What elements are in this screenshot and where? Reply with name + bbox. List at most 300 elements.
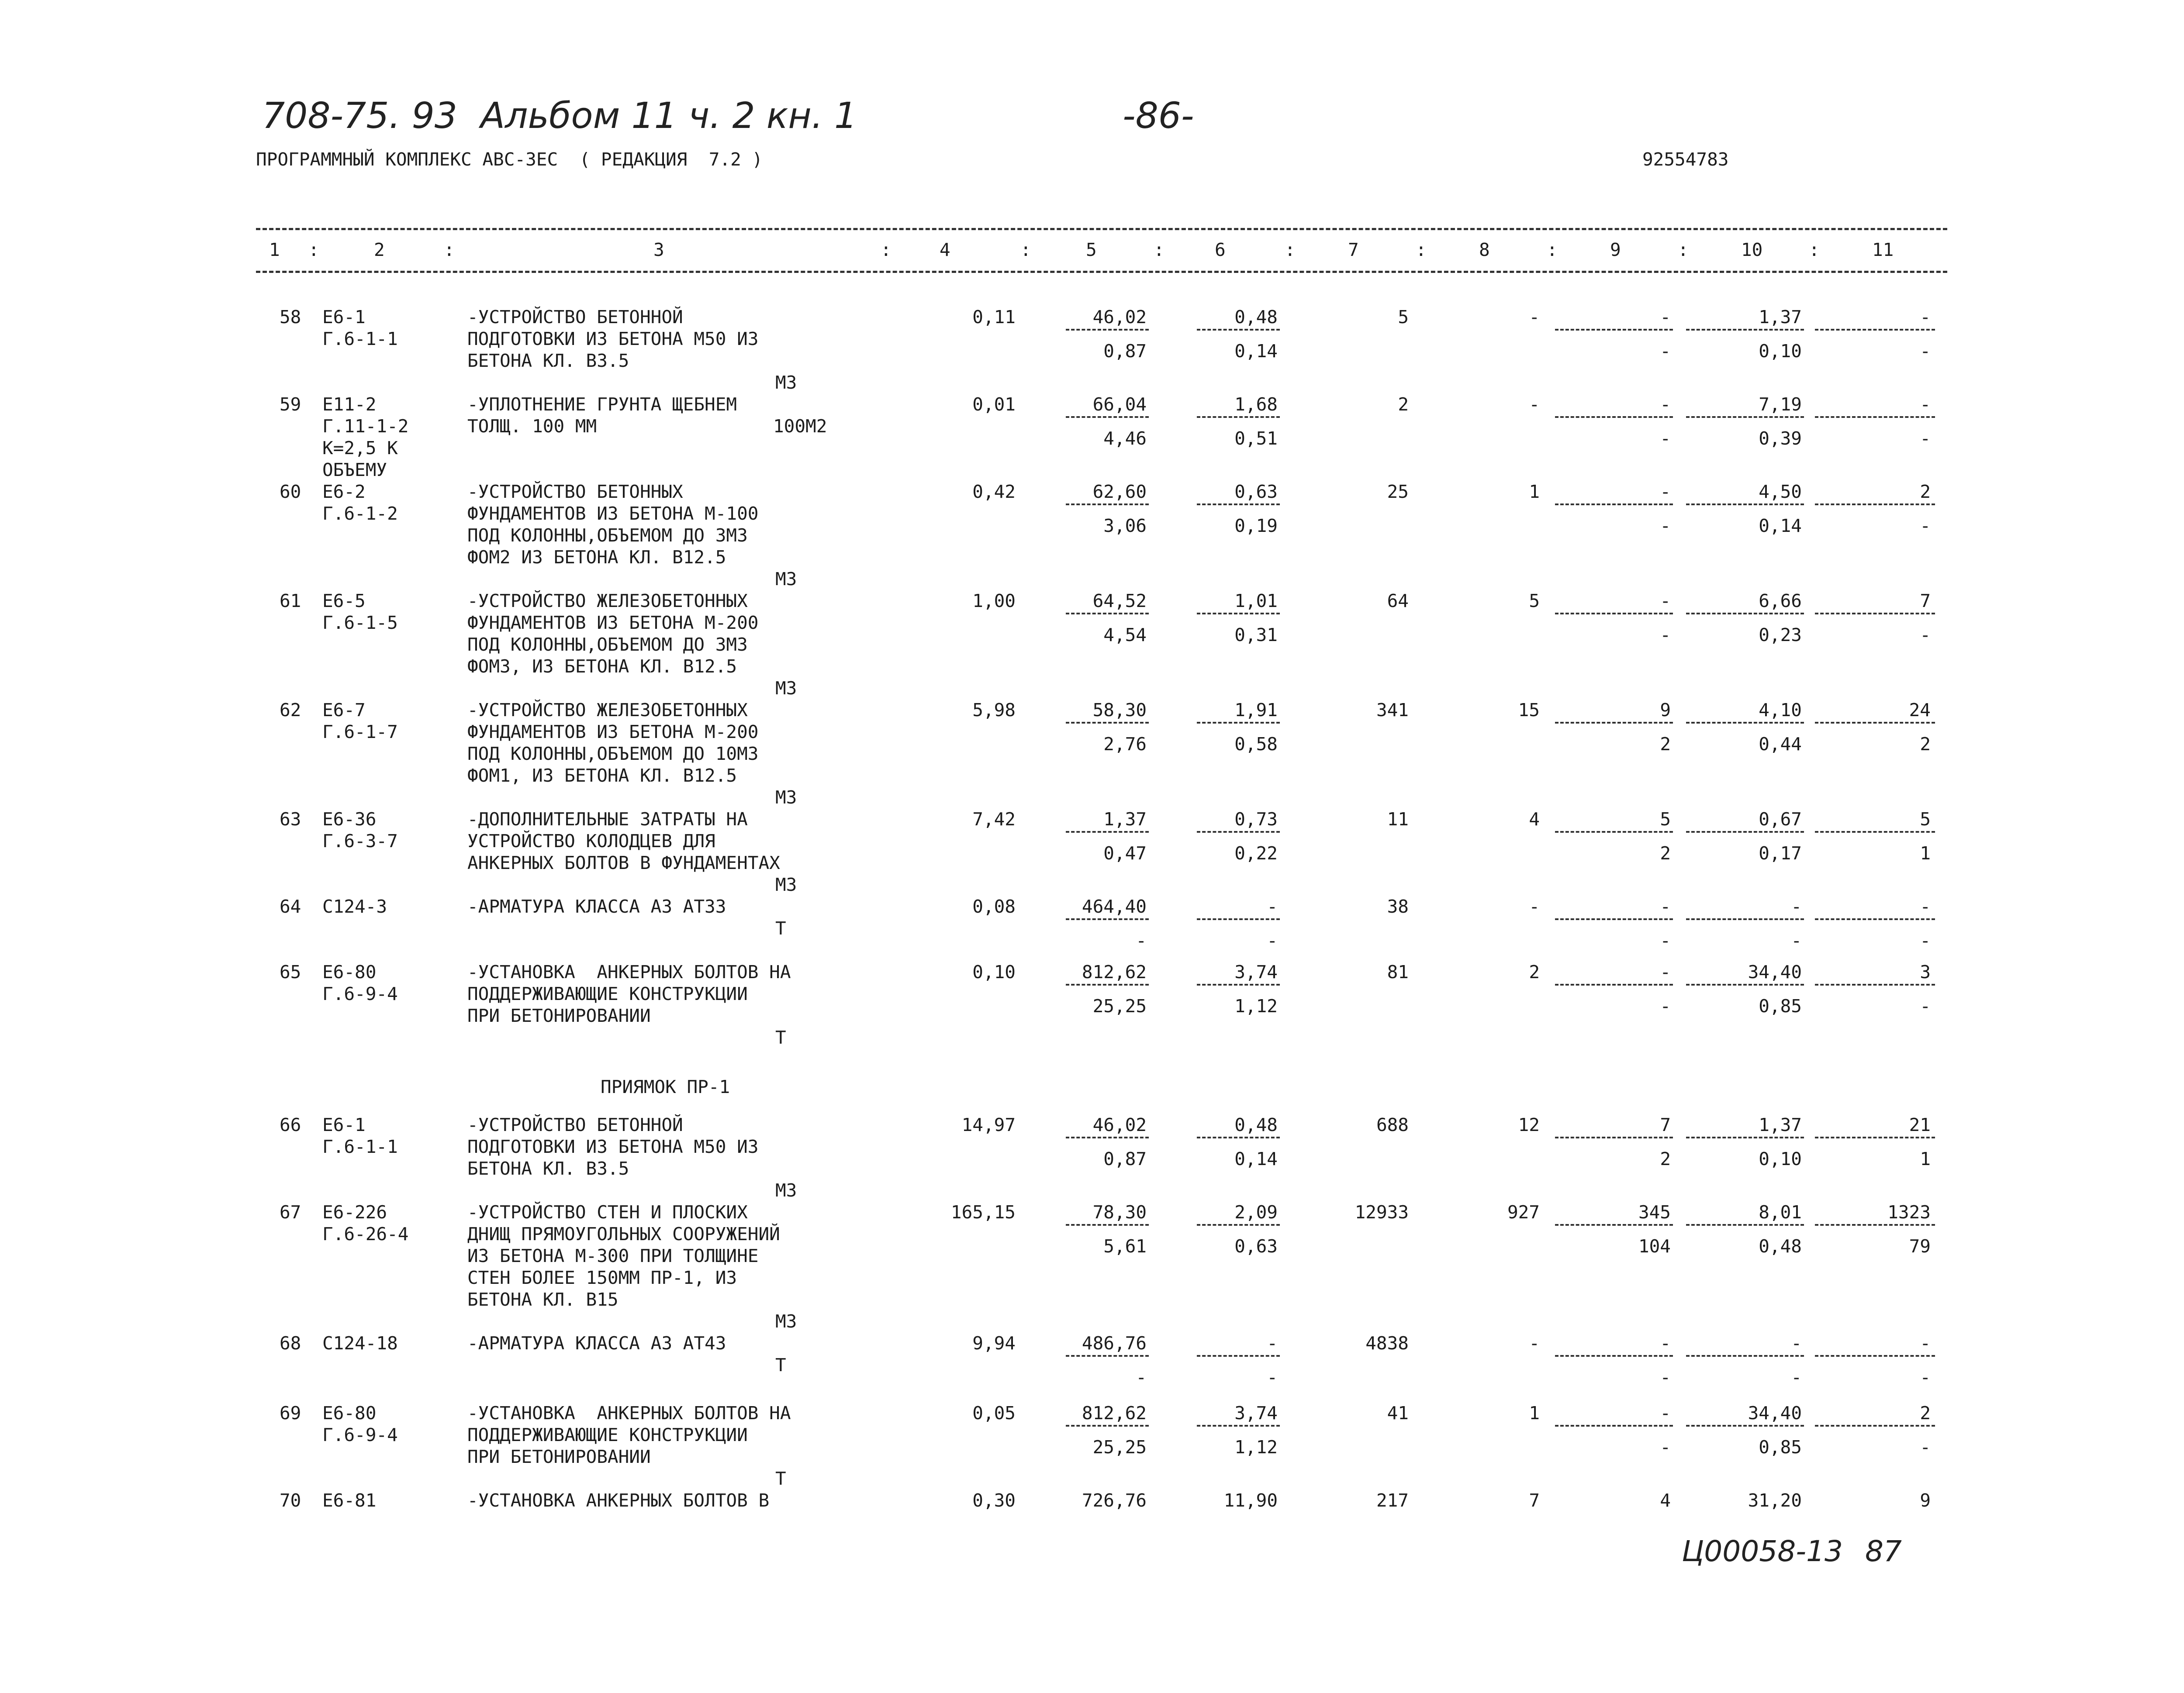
cell-divider bbox=[1555, 984, 1673, 986]
col-sep: : bbox=[1678, 239, 1689, 260]
col-sep: : bbox=[1547, 239, 1558, 260]
cell-c6: 1,91 bbox=[1234, 700, 1278, 721]
cell-divider bbox=[1555, 503, 1673, 505]
cell-c6b: 0,22 bbox=[1234, 842, 1278, 864]
row-number: 66 bbox=[280, 1114, 301, 1135]
cell-c7: 12933 bbox=[1355, 1202, 1409, 1223]
cell-c5b: 25,25 bbox=[1092, 995, 1147, 1017]
cell-c9: - bbox=[1660, 590, 1671, 611]
cell-c8: - bbox=[1529, 1333, 1540, 1354]
table-row bbox=[0, 895, 2184, 951]
cell-c5: 64,52 bbox=[1092, 590, 1147, 611]
row-code: Г.6-9-4 bbox=[322, 983, 398, 1004]
cell-divider bbox=[1066, 1224, 1149, 1226]
table-row bbox=[0, 590, 2184, 699]
cell-divider bbox=[1197, 984, 1280, 986]
col-header-1: 1 bbox=[269, 239, 280, 260]
row-number: 64 bbox=[280, 896, 301, 917]
cell-divider bbox=[1815, 1224, 1935, 1226]
row-number: 68 bbox=[280, 1333, 301, 1354]
cell-qty: 14,97 bbox=[961, 1114, 1016, 1135]
cell-c11: 2 bbox=[1920, 481, 1931, 502]
cell-divider bbox=[1197, 831, 1280, 833]
cell-c11: 2 bbox=[1920, 1403, 1931, 1424]
cell-divider bbox=[1815, 1137, 1935, 1138]
cell-c5: 812,62 bbox=[1082, 1403, 1147, 1424]
cell-c6b: 0,58 bbox=[1234, 733, 1278, 755]
cell-c5: 1,37 bbox=[1103, 809, 1147, 830]
cell-c8: - bbox=[1529, 394, 1540, 415]
table-row bbox=[0, 480, 2184, 590]
table-row bbox=[0, 961, 2184, 1048]
row-code: Е6-7 bbox=[322, 700, 366, 721]
cell-c6: 0,48 bbox=[1234, 307, 1278, 328]
cell-c6: 1,68 bbox=[1234, 394, 1278, 415]
col-header-5: 5 bbox=[1086, 239, 1097, 260]
cell-c8: 7 bbox=[1529, 1490, 1540, 1511]
cell-qty: 9,94 bbox=[972, 1333, 1016, 1354]
row-code: Г.6-1-7 bbox=[322, 721, 398, 742]
row-code: С124-3 bbox=[322, 896, 387, 917]
handwritten-sheet-code: Ц00058-13 bbox=[1682, 1534, 1843, 1568]
row-unit: М3 bbox=[775, 874, 797, 895]
cell-c6: - bbox=[1267, 1333, 1278, 1354]
program-title: ПРОГРАММНЫЙ КОМПЛЕКС АВС-3ЕС ( РЕДАКЦИЯ 7.2 ) bbox=[256, 149, 763, 170]
cell-c10b: 0,10 bbox=[1759, 1148, 1802, 1169]
cell-c9: 9 bbox=[1660, 700, 1671, 721]
cell-c5b: 2,76 bbox=[1103, 733, 1147, 755]
cell-divider bbox=[1066, 416, 1149, 418]
cell-divider bbox=[1555, 1425, 1673, 1427]
cell-c9b: - bbox=[1660, 428, 1671, 449]
cell-divider bbox=[1686, 984, 1804, 986]
cell-c10: - bbox=[1791, 1333, 1802, 1354]
row-description: ПОД КОЛОННЫ,ОБЪЕМОМ ДО 10М3 bbox=[467, 743, 759, 764]
row-description: ФОМ1, ИЗ БЕТОНА КЛ. В12.5 bbox=[467, 765, 737, 786]
cell-c6b: 0,63 bbox=[1234, 1235, 1278, 1257]
cell-qty: 0,42 bbox=[972, 481, 1016, 502]
cell-c6b: 1,12 bbox=[1234, 1436, 1278, 1458]
cell-divider bbox=[1686, 1425, 1804, 1427]
cell-divider bbox=[1815, 984, 1935, 986]
table-row bbox=[0, 808, 2184, 895]
row-unit: Т bbox=[775, 918, 786, 939]
cell-divider bbox=[1197, 722, 1280, 724]
row-description: ФОМ2 ИЗ БЕТОНА КЛ. В12.5 bbox=[467, 547, 726, 568]
cell-divider bbox=[1197, 1224, 1280, 1226]
col-sep: : bbox=[1809, 239, 1820, 260]
section-title: ПРИЯМОК ПР-1 bbox=[601, 1076, 730, 1097]
cell-divider bbox=[1686, 1137, 1804, 1138]
cell-c10: 34,40 bbox=[1748, 962, 1802, 983]
cell-divider bbox=[1066, 1137, 1149, 1138]
row-description: ПОД КОЛОННЫ,ОБЪЕМОМ ДО 3М3 bbox=[467, 634, 748, 655]
cell-c5b: 4,46 bbox=[1103, 428, 1147, 449]
cell-c11: - bbox=[1920, 307, 1931, 328]
cell-c10: 34,40 bbox=[1748, 1403, 1802, 1424]
table-row bbox=[0, 393, 2184, 480]
row-description: -УСТРОЙСТВО ЖЕЛЕЗОБЕТОННЫХ bbox=[467, 700, 748, 721]
cell-c9: - bbox=[1660, 481, 1671, 502]
cell-divider bbox=[1555, 1355, 1673, 1357]
row-unit: Т bbox=[775, 1355, 786, 1376]
cell-c6: 0,63 bbox=[1234, 481, 1278, 502]
cell-c11: - bbox=[1920, 394, 1931, 415]
row-unit: 100М2 bbox=[773, 416, 827, 437]
cell-c10: 7,19 bbox=[1759, 394, 1802, 415]
col-sep: : bbox=[1020, 239, 1031, 260]
cell-c8: 12 bbox=[1518, 1114, 1540, 1135]
cell-c6: 11,90 bbox=[1223, 1490, 1278, 1511]
col-header-9: 9 bbox=[1610, 239, 1621, 260]
cell-c9b: - bbox=[1660, 624, 1671, 645]
cell-divider bbox=[1815, 831, 1935, 833]
cell-c8: 5 bbox=[1529, 590, 1540, 611]
row-number: 69 bbox=[280, 1403, 301, 1424]
cell-c7: 38 bbox=[1387, 896, 1409, 917]
cell-c5: 58,30 bbox=[1092, 700, 1147, 721]
cell-divider bbox=[1686, 329, 1804, 331]
row-code: Е6-81 bbox=[322, 1490, 377, 1511]
row-description: БЕТОНА КЛ. В3.5 bbox=[467, 350, 629, 371]
cell-c5b: - bbox=[1136, 1366, 1147, 1388]
row-code: Г.6-1-5 bbox=[322, 612, 398, 633]
cell-divider bbox=[1815, 1355, 1935, 1357]
row-description: -УСТАНОВКА АНКЕРНЫХ БОЛТОВ НА bbox=[467, 1403, 791, 1424]
cell-divider bbox=[1555, 613, 1673, 614]
cell-c11: 5 bbox=[1920, 809, 1931, 830]
row-code: Г.6-26-4 bbox=[322, 1224, 409, 1245]
cell-c11b: - bbox=[1920, 1436, 1931, 1458]
cell-c7: 341 bbox=[1376, 700, 1409, 721]
cell-c11: 9 bbox=[1920, 1490, 1931, 1511]
cell-c5: 486,76 bbox=[1082, 1333, 1147, 1354]
cell-c10b: 0,85 bbox=[1759, 1436, 1802, 1458]
cell-divider bbox=[1815, 1425, 1935, 1427]
row-code: Е11-2 bbox=[322, 394, 377, 415]
col-header-7: 7 bbox=[1348, 239, 1359, 260]
cell-divider bbox=[1686, 416, 1804, 418]
cell-c9b: - bbox=[1660, 995, 1671, 1017]
cell-c10b: 0,10 bbox=[1759, 340, 1802, 362]
cell-c10b: 0,44 bbox=[1759, 733, 1802, 755]
row-unit: М3 bbox=[775, 678, 797, 699]
col-header-2: 2 bbox=[374, 239, 385, 260]
cell-qty: 0,08 bbox=[972, 896, 1016, 917]
cell-c6b: 0,19 bbox=[1234, 515, 1278, 536]
cell-c10: 4,50 bbox=[1759, 481, 1802, 502]
col-header-4: 4 bbox=[940, 239, 950, 260]
cell-c10b: 0,23 bbox=[1759, 624, 1802, 645]
row-description: ПОДГОТОВКИ ИЗ БЕТОНА М50 ИЗ bbox=[467, 1136, 759, 1157]
row-number: 70 bbox=[280, 1490, 301, 1511]
row-code: Г.11-1-2 bbox=[322, 416, 409, 437]
cell-divider bbox=[1197, 416, 1280, 418]
row-number: 58 bbox=[280, 307, 301, 328]
row-unit: М3 bbox=[775, 569, 797, 590]
cell-c5b: 0,47 bbox=[1103, 842, 1147, 864]
cell-c5b: 3,06 bbox=[1103, 515, 1147, 536]
cell-c9: - bbox=[1660, 394, 1671, 415]
cell-c10: - bbox=[1791, 896, 1802, 917]
cell-c7: 25 bbox=[1387, 481, 1409, 502]
row-description: -АРМАТУРА КЛАССА А3 АТ33 bbox=[467, 896, 726, 917]
row-code: Е6-5 bbox=[322, 590, 366, 611]
cell-divider bbox=[1066, 1425, 1149, 1427]
cell-c11b: - bbox=[1920, 515, 1931, 536]
cell-c5: 46,02 bbox=[1092, 307, 1147, 328]
row-description: ПОДДЕРЖИВАЮЩИЕ КОНСТРУКЦИИ bbox=[467, 983, 748, 1004]
cell-c10: 0,67 bbox=[1759, 809, 1802, 830]
cell-c5: 78,30 bbox=[1092, 1202, 1147, 1223]
table-row bbox=[0, 1201, 2184, 1332]
cell-c7: 41 bbox=[1387, 1403, 1409, 1424]
row-code: ОБЪЕМУ bbox=[322, 459, 387, 480]
cell-c10: 1,37 bbox=[1759, 1114, 1802, 1135]
cell-qty: 7,42 bbox=[972, 809, 1016, 830]
cell-divider bbox=[1197, 329, 1280, 331]
table-row bbox=[0, 306, 2184, 393]
cell-c5b: 25,25 bbox=[1092, 1436, 1147, 1458]
cell-c5: 62,60 bbox=[1092, 481, 1147, 502]
cell-c11: 1323 bbox=[1887, 1202, 1931, 1223]
cell-c7: 11 bbox=[1387, 809, 1409, 830]
cell-divider bbox=[1555, 1137, 1673, 1138]
cell-c5b: 0,87 bbox=[1103, 340, 1147, 362]
cell-divider bbox=[1815, 722, 1935, 724]
row-code: Е6-226 bbox=[322, 1202, 387, 1223]
cell-c6: 3,74 bbox=[1234, 1403, 1278, 1424]
cell-c6b: 1,12 bbox=[1234, 995, 1278, 1017]
col-header-10: 10 bbox=[1741, 239, 1763, 260]
row-description: -УСТРОЙСТВО БЕТОННЫХ bbox=[467, 481, 683, 502]
row-description: БЕТОНА КЛ. В3.5 bbox=[467, 1158, 629, 1179]
cell-c11: 24 bbox=[1909, 700, 1931, 721]
cell-c11b: 79 bbox=[1909, 1235, 1931, 1257]
cell-c5: 726,76 bbox=[1082, 1490, 1147, 1511]
cell-c9b: 104 bbox=[1638, 1235, 1671, 1257]
cell-c9: - bbox=[1660, 307, 1671, 328]
cell-c11b: 1 bbox=[1920, 1148, 1931, 1169]
cell-divider bbox=[1815, 416, 1935, 418]
cell-c6: 0,73 bbox=[1234, 809, 1278, 830]
cell-divider bbox=[1066, 984, 1149, 986]
cell-c10b: 0,39 bbox=[1759, 428, 1802, 449]
row-number: 63 bbox=[280, 809, 301, 830]
document-number: 92554783 bbox=[1642, 149, 1729, 170]
row-code: Г.6-9-4 bbox=[322, 1424, 398, 1445]
row-code: Е6-2 bbox=[322, 481, 366, 502]
row-code: С124-18 bbox=[322, 1333, 398, 1354]
cell-divider bbox=[1815, 329, 1935, 331]
row-code: Е6-36 bbox=[322, 809, 377, 830]
cell-c5b: - bbox=[1136, 930, 1147, 951]
cell-divider bbox=[1686, 503, 1804, 505]
cell-c10b: 0,48 bbox=[1759, 1235, 1802, 1257]
cell-c10: 4,10 bbox=[1759, 700, 1802, 721]
cell-c8: 2 bbox=[1529, 962, 1540, 983]
cell-c9: - bbox=[1660, 962, 1671, 983]
cell-c9: 4 bbox=[1660, 1490, 1671, 1511]
cell-c10: 1,37 bbox=[1759, 307, 1802, 328]
table-header-rule bbox=[256, 271, 1947, 273]
cell-c10: 8,01 bbox=[1759, 1202, 1802, 1223]
table-top-rule bbox=[256, 228, 1947, 230]
table-row bbox=[0, 1402, 2184, 1489]
row-description: ФУНДАМЕНТОВ ИЗ БЕТОНА М-200 bbox=[467, 612, 759, 633]
cell-c10b: - bbox=[1791, 1366, 1802, 1388]
handwritten-album: Альбом 11 ч. 2 кн. 1 bbox=[480, 95, 857, 137]
cell-c11b: - bbox=[1920, 624, 1931, 645]
cell-divider bbox=[1555, 722, 1673, 724]
cell-c6b: 0,14 bbox=[1234, 340, 1278, 362]
cell-c8: - bbox=[1529, 307, 1540, 328]
cell-c8: 927 bbox=[1507, 1202, 1540, 1223]
row-unit: Т bbox=[775, 1027, 786, 1048]
cell-c10b: - bbox=[1791, 930, 1802, 951]
cell-qty: 0,01 bbox=[972, 394, 1016, 415]
row-description: АНКЕРНЫХ БОЛТОВ В ФУНДАМЕНТАХ bbox=[467, 852, 780, 873]
cell-divider bbox=[1555, 831, 1673, 833]
cell-qty: 0,11 bbox=[972, 307, 1016, 328]
cell-c6b: 0,31 bbox=[1234, 624, 1278, 645]
cell-divider bbox=[1066, 1355, 1149, 1357]
col-sep: : bbox=[308, 239, 319, 260]
row-unit: М3 bbox=[775, 1311, 797, 1332]
cell-c9: - bbox=[1660, 896, 1671, 917]
cell-c10b: 0,85 bbox=[1759, 995, 1802, 1017]
table-row bbox=[0, 699, 2184, 808]
row-description: -УСТРОЙСТВО СТЕН И ПЛОСКИХ bbox=[467, 1202, 748, 1223]
cell-divider bbox=[1197, 1137, 1280, 1138]
row-code: Г.6-1-2 bbox=[322, 503, 398, 524]
row-description: -АРМАТУРА КЛАССА А3 АТ43 bbox=[467, 1333, 726, 1354]
row-description: ДНИЩ ПРЯМОУГОЛЬНЫХ СООРУЖЕНИЙ bbox=[467, 1224, 780, 1245]
col-sep: : bbox=[1154, 239, 1165, 260]
cell-c9: 345 bbox=[1638, 1202, 1671, 1223]
col-header-3: 3 bbox=[653, 239, 664, 260]
cell-divider bbox=[1686, 722, 1804, 724]
col-sep: : bbox=[444, 239, 455, 260]
row-number: 60 bbox=[280, 481, 301, 502]
row-code: Е6-80 bbox=[322, 962, 377, 983]
row-number: 62 bbox=[280, 700, 301, 721]
row-description: СТЕН БОЛЕЕ 150ММ ПР-1, ИЗ bbox=[467, 1267, 737, 1288]
cell-qty: 165,15 bbox=[950, 1202, 1016, 1223]
row-description: БЕТОНА КЛ. В15 bbox=[467, 1289, 619, 1310]
cell-c9b: - bbox=[1660, 340, 1671, 362]
row-unit: М3 bbox=[775, 787, 797, 808]
cell-c11: 21 bbox=[1909, 1114, 1931, 1135]
col-sep: : bbox=[1285, 239, 1296, 260]
cell-c9: - bbox=[1660, 1403, 1671, 1424]
cell-c8: - bbox=[1529, 896, 1540, 917]
cell-c7: 81 bbox=[1387, 962, 1409, 983]
row-unit: М3 bbox=[775, 1180, 797, 1201]
column-header-row bbox=[256, 239, 1947, 261]
cell-c8: 15 bbox=[1518, 700, 1540, 721]
cell-c9b: 2 bbox=[1660, 1148, 1671, 1169]
cell-divider bbox=[1555, 329, 1673, 331]
cell-c5b: 5,61 bbox=[1103, 1235, 1147, 1257]
cell-c7: 688 bbox=[1376, 1114, 1409, 1135]
cell-c7: 4838 bbox=[1365, 1333, 1409, 1354]
cell-c11: 3 bbox=[1920, 962, 1931, 983]
cell-c11: 7 bbox=[1920, 590, 1931, 611]
cell-divider bbox=[1197, 613, 1280, 614]
cell-c9b: 2 bbox=[1660, 733, 1671, 755]
cell-c10: 6,66 bbox=[1759, 590, 1802, 611]
row-description: ПОДДЕРЖИВАЮЩИЕ КОНСТРУКЦИИ bbox=[467, 1424, 748, 1445]
row-description: -ДОПОЛНИТЕЛЬНЫЕ ЗАТРАТЫ НА bbox=[467, 809, 748, 830]
handwritten-sheet-number: 87 bbox=[1865, 1534, 1902, 1568]
row-description: -УПЛОТНЕНИЕ ГРУНТА ЩЕБНЕМ bbox=[467, 394, 737, 415]
table-row bbox=[0, 1489, 2184, 1511]
cell-c11b: - bbox=[1920, 995, 1931, 1017]
cell-c9b: - bbox=[1660, 1366, 1671, 1388]
cell-qty: 5,98 bbox=[972, 700, 1016, 721]
cell-c11b: - bbox=[1920, 1366, 1931, 1388]
cell-c11b: 1 bbox=[1920, 842, 1931, 864]
row-unit: Т bbox=[775, 1468, 786, 1489]
row-description: УСТРОЙСТВО КОЛОДЦЕВ ДЛЯ bbox=[467, 831, 715, 852]
col-sep: : bbox=[881, 239, 892, 260]
handwritten-code: 708-75. 93 bbox=[262, 95, 457, 137]
cell-c9b: - bbox=[1660, 515, 1671, 536]
cell-divider bbox=[1686, 1355, 1804, 1357]
cell-c6: - bbox=[1267, 896, 1278, 917]
row-description: ПРИ БЕТОНИРОВАНИИ bbox=[467, 1005, 651, 1026]
cell-c8: 1 bbox=[1529, 1403, 1540, 1424]
cell-c11b: - bbox=[1920, 428, 1931, 449]
cell-c5: 464,40 bbox=[1082, 896, 1147, 917]
cell-c11: - bbox=[1920, 1333, 1931, 1354]
row-description: ИЗ БЕТОНА М-300 ПРИ ТОЛЩИНЕ bbox=[467, 1245, 759, 1266]
row-code: Г.6-1-1 bbox=[322, 328, 398, 349]
table-row bbox=[0, 1114, 2184, 1201]
row-code: Е6-1 bbox=[322, 1114, 366, 1135]
cell-c10: 31,20 bbox=[1748, 1490, 1802, 1511]
cell-divider bbox=[1555, 1224, 1673, 1226]
cell-divider bbox=[1686, 918, 1804, 920]
cell-divider bbox=[1066, 918, 1149, 920]
cell-c6b: 0,51 bbox=[1234, 428, 1278, 449]
cell-c10b: 0,17 bbox=[1759, 842, 1802, 864]
cell-divider bbox=[1197, 1425, 1280, 1427]
cell-divider bbox=[1066, 329, 1149, 331]
cell-c6: 0,48 bbox=[1234, 1114, 1278, 1135]
row-description: -УСТРОЙСТВО ЖЕЛЕЗОБЕТОННЫХ bbox=[467, 590, 748, 611]
cell-c6: 2,09 bbox=[1234, 1202, 1278, 1223]
cell-c9b: - bbox=[1660, 1436, 1671, 1458]
cell-c9: 7 bbox=[1660, 1114, 1671, 1135]
cell-c11: - bbox=[1920, 896, 1931, 917]
cell-c6b: - bbox=[1267, 1366, 1278, 1388]
row-description: ТОЛЩ. 100 ММ bbox=[467, 416, 597, 437]
cell-c5b: 0,87 bbox=[1103, 1148, 1147, 1169]
cell-c5: 812,62 bbox=[1082, 962, 1147, 983]
row-code: Е6-80 bbox=[322, 1403, 377, 1424]
cell-c9b: - bbox=[1660, 930, 1671, 951]
cell-c8: 1 bbox=[1529, 481, 1540, 502]
row-code: Г.6-3-7 bbox=[322, 831, 398, 852]
cell-divider bbox=[1066, 613, 1149, 614]
row-number: 59 bbox=[280, 394, 301, 415]
cell-c5: 66,04 bbox=[1092, 394, 1147, 415]
cell-qty: 1,00 bbox=[972, 590, 1016, 611]
row-description: ПРИ БЕТОНИРОВАНИИ bbox=[467, 1446, 651, 1467]
cell-divider bbox=[1815, 503, 1935, 505]
